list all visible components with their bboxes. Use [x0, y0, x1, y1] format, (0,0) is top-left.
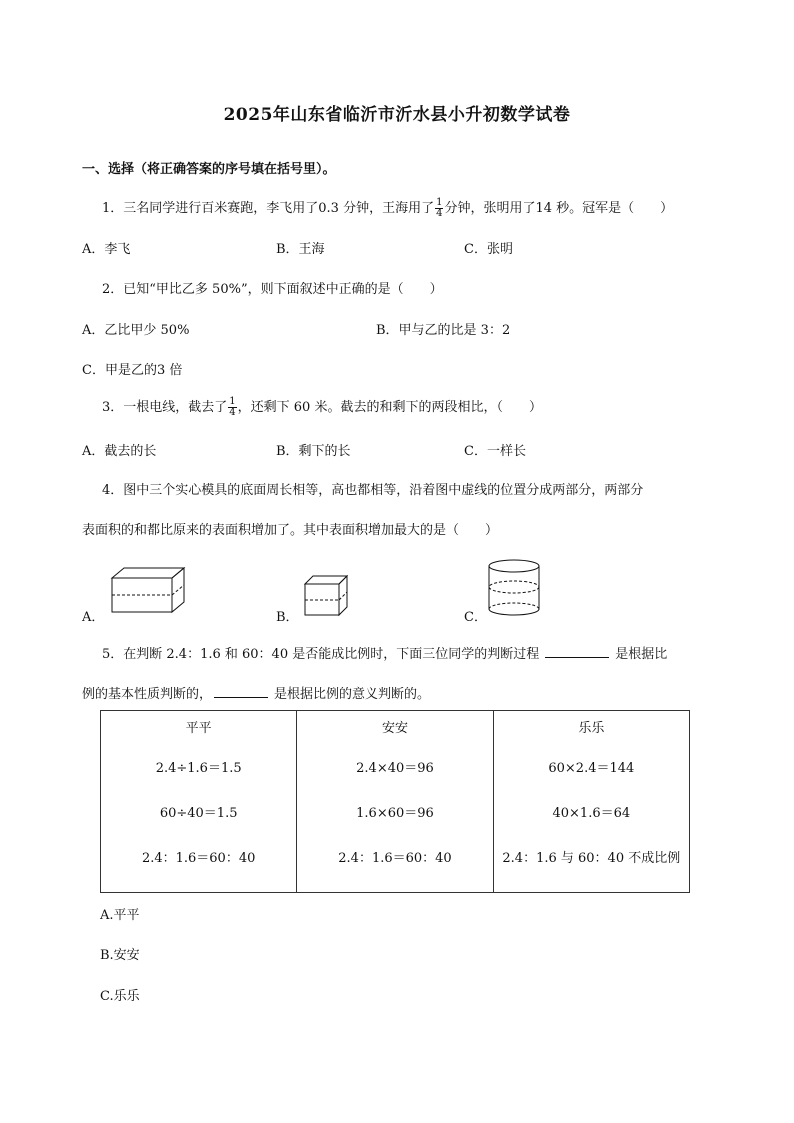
question-5-text-cont: 例的基本性质判断的， — [82, 687, 213, 702]
q5-option-b[interactable]: B.安安 — [100, 948, 140, 963]
fraction-denominator: 4 — [229, 407, 236, 418]
work-line: 60÷40＝1.5 — [159, 806, 238, 821]
cuboid-icon — [110, 566, 190, 616]
q5-option-c[interactable]: C.乐乐 — [100, 989, 140, 1004]
work-line: 2.4：1.6＝60：40 — [141, 851, 256, 866]
work-line: 60×2.4＝144 — [548, 761, 635, 776]
work-line: 1.6×60＝96 — [356, 806, 434, 821]
question-2: 2．已知“甲比乙多 50%”，则下面叙述中正确的是（ ） — [102, 282, 443, 297]
question-5-text-end: 是根据比例的意义判断的。 — [274, 687, 431, 702]
cylinder-icon — [488, 558, 542, 620]
student-name: 乐乐 — [578, 721, 605, 736]
fraction-one-quarter — [228, 397, 236, 418]
q3-option-c[interactable]: C．一样长 — [464, 444, 526, 459]
q2-option-a[interactable]: A．乙比甲少 50% — [82, 323, 190, 338]
fraction-denominator: 4 — [436, 208, 443, 219]
question-1 — [102, 197, 673, 219]
answer-blank-2[interactable] — [214, 685, 268, 698]
work-line: 2.4×40＝96 — [356, 761, 434, 776]
q4-option-a[interactable]: A． — [82, 610, 105, 625]
q1-option-a[interactable]: A．李飞 — [82, 242, 131, 257]
cube-icon — [304, 575, 354, 617]
q1-option-c[interactable]: C．张明 — [464, 242, 513, 257]
q2-option-b[interactable]: B．甲与乙的比是 3：2 — [376, 323, 511, 338]
question-3-text-start: 3．一根电线，截去了 — [102, 400, 228, 415]
work-line: 2.4：1.6 与 60：40 不成比例 — [502, 851, 681, 866]
q2-option-c[interactable]: C．甲是乙的3 倍 — [82, 363, 183, 378]
question-4-line-2: 表面积的和都比原来的表面积增加了。其中表面积增加最大的是（ ） — [82, 523, 499, 538]
question-1-text-start: 1．三名同学进行百米赛跑，李飞用了0.3 分钟，王海用了 — [102, 201, 435, 216]
section-heading: 一、选择（将正确答案的序号填在括号里）。 — [82, 162, 336, 177]
judgment-table — [100, 710, 690, 893]
student-name: 平平 — [185, 721, 212, 736]
work-line: 40×1.6＝64 — [552, 806, 631, 821]
question-5-text-mid: 是根据比 — [615, 647, 668, 662]
table-cell-pingping — [101, 711, 297, 893]
table-cell-lele — [493, 711, 689, 893]
question-5-line-1 — [102, 643, 667, 662]
fraction-numerator: 1 — [229, 396, 236, 407]
question-1-text-end: 分钟，张明用了14 秒。冠军是（ ） — [444, 201, 674, 216]
answer-blank-1[interactable] — [545, 645, 609, 658]
q1-option-b[interactable]: B．王海 — [276, 242, 325, 257]
question-3-text-end: ，还剩下 60 米。截去的和剩下的两段相比，（ ） — [237, 400, 542, 415]
work-line: 2.4÷1.6＝1.5 — [155, 761, 242, 776]
question-4-line-1: 4．图中三个实心模具的底面周长相等，高也都相等，沿着图中虚线的位置分成两部分，两部分 — [102, 483, 644, 498]
q4-option-c[interactable]: C． — [464, 610, 487, 625]
q3-option-b[interactable]: B．剩下的长 — [276, 444, 351, 459]
student-name: 安安 — [381, 721, 408, 736]
question-5-text-start: 5．在判断 2.4：1.6 和 60：40 是否能成比例时，下面三位同学的判断过程 — [102, 647, 540, 662]
q5-option-a[interactable]: A.平平 — [100, 908, 140, 923]
page-title: 2025年山东省临沂市沂水县小升初数学试卷 — [223, 105, 571, 125]
work-line: 2.4：1.6＝60：40 — [338, 851, 452, 866]
fraction-one-quarter — [435, 198, 443, 219]
question-5-line-2 — [82, 683, 430, 702]
fraction-numerator: 1 — [436, 197, 443, 208]
question-3 — [102, 396, 542, 418]
table-cell-anan — [297, 711, 493, 893]
q3-option-a[interactable]: A．截去的长 — [82, 444, 157, 459]
q4-option-b[interactable]: B． — [276, 610, 299, 625]
